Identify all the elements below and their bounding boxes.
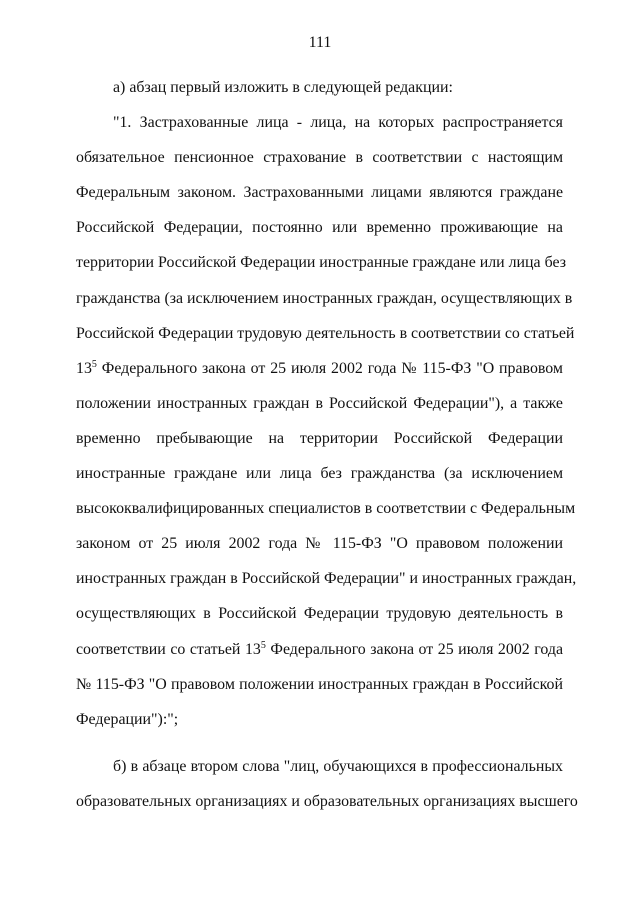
text-line: обязательное пенсионное страхование в соответствии с настоящим [76, 149, 563, 167]
text-line: иностранных граждан в Российской Федерации" и иностранных граждан, [76, 570, 577, 588]
superscript: 5 [260, 639, 266, 651]
page-number: 111 [308, 34, 332, 51]
superscript: 5 [91, 358, 97, 370]
text-line: Федеральным законом. Застрахованными лицами являются граждане [76, 184, 563, 202]
text-line: иностранные граждане или лица без гражданства (за исключением [76, 465, 563, 483]
text-line: территории Российской Федерации иностранные граждане или лица без [76, 254, 566, 272]
text-run: соответствии со статьей 13 [76, 640, 261, 658]
paragraph-gap [76, 741, 563, 753]
text-line: а) абзац первый изложить в следующей редакции: [113, 79, 453, 96]
text-line: № 115-ФЗ "О правовом положении иностранных граждан в Российской [76, 675, 563, 693]
text-line: законом от 25 июля 2002 года № 115-ФЗ "О правовом положении [76, 535, 563, 553]
text-line: б) в абзаце втором слова "лиц, обучающихся в профессиональных [113, 757, 563, 775]
text-line: "1. Застрахованные лица - лица, на которых распространяется [113, 114, 563, 132]
text-line [76, 355, 563, 390]
text-line: осуществляющих в Российской Федерации трудовую деятельность в [76, 605, 563, 623]
text-line: образовательных организациях и образовательных организациях высшего [76, 792, 578, 810]
text-line: временно пребывающие на территории Российской Федерации [76, 429, 563, 447]
paragraph-b [76, 753, 578, 823]
text-run: 13 [76, 359, 92, 377]
document-body [76, 74, 578, 823]
text-line: положении иностранных граждан в Российской Федерации"), а также [76, 394, 563, 412]
paragraph-a [76, 74, 563, 109]
text-line: Российской Федерации трудовую деятельность в соответствии со статьей [76, 324, 575, 342]
text-line: Российской Федерации, постоянно или временно проживающие на [76, 219, 563, 237]
text-line [76, 636, 563, 671]
text-line: Федерации"):"; [76, 710, 179, 728]
text-line: гражданства (за исключением иностранных граждан, осуществляющих в [76, 289, 573, 307]
text-line: высококвалифицированных специалистов в соответствии с Федеральным [76, 500, 576, 518]
paragraph-quote-1 [76, 109, 577, 741]
text-run: Федерального закона от 25 июля 2002 года [265, 640, 563, 658]
text-run: Федерального закона от 25 июля 2002 года № 115-ФЗ "О правовом [96, 359, 563, 377]
